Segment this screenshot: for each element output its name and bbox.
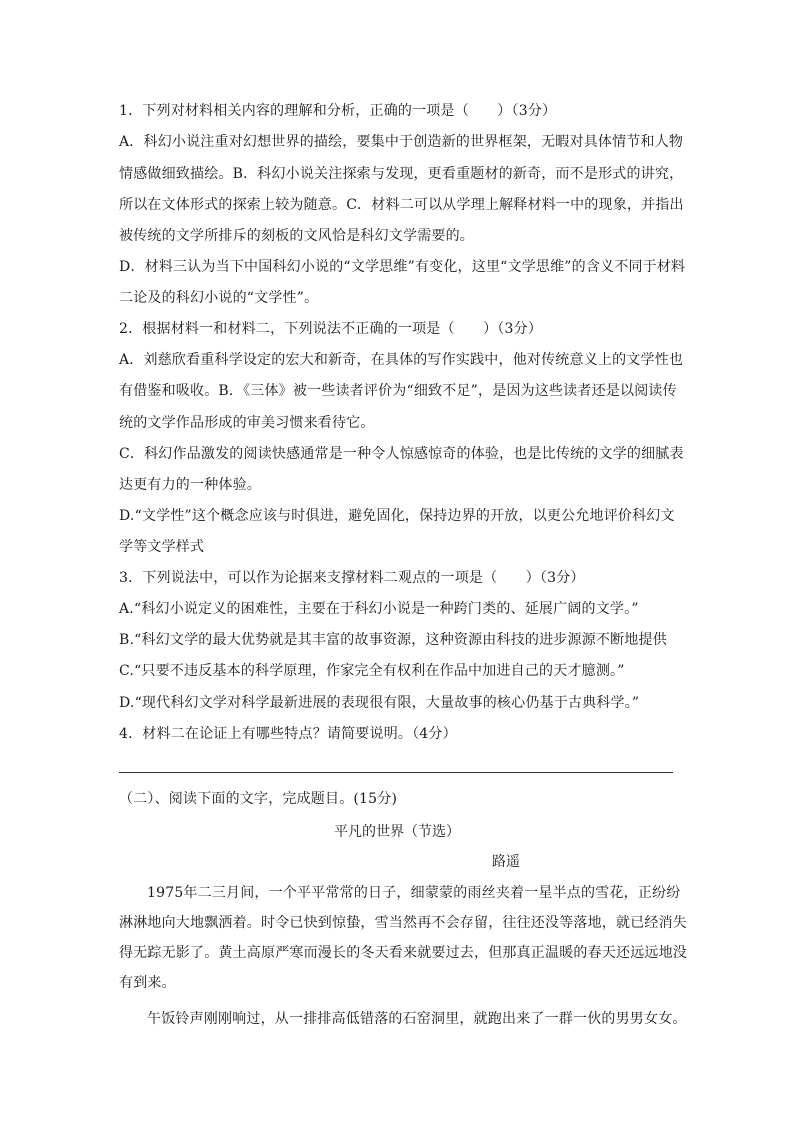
question-2-option-d-line-1: D.“文学性”这个概念应该与时俱进，避免固化，保持边界的开放，以更公允地评价科幻文 — [119, 508, 675, 524]
question-1-option-d-line-1: D．材料三认为当下中国科幻小说的“文学思维”有变化，这里“文学思维”的含义不同于材料 — [119, 259, 686, 275]
question-4-stem: 4．材料二在论证上有哪些特点？请简要说明。（4分） — [119, 726, 457, 742]
passage-paragraph-1-line-3: 得无踪无影了。黄土高原严寒而漫长的冬天看来就要过去，但那真正温暖的春天还远远地没 — [119, 945, 687, 961]
passage-paragraph-1-line-4: 有到来。 — [119, 975, 176, 991]
question-2-option-d-line-2: 学等文学样式 — [119, 539, 205, 555]
question-1-option-d-line-2: 二论及的科幻小说的“文学性”。 — [119, 290, 319, 306]
question-2-option-a-line-3: 统的文学作品形成的审美习惯来看待它。 — [119, 415, 375, 431]
question-3-option-c: C.“只要不违反基本的科学原理，作家完全有权利在作品中加进自己的天才臆测。” — [119, 663, 625, 679]
passage-title: 平凡的世界（节选） — [334, 824, 460, 840]
question-2-option-a-line-1: A．刘慈欣看重科学设定的宏大和新奇，在具体的写作实践中，他对传统意义上的文学性也 — [119, 352, 684, 368]
question-1-option-a-line-3: 所以在文体形式的探索上较为随意。C．材料二可以从学理上解释材料一中的现象，并指出 — [119, 197, 684, 213]
question-2-option-c-line-1: C．科幻作品激发的阅读快感通常是一种令人惊感惊奇的体验，也是比传统的文学的细腻表 — [119, 446, 684, 462]
section-two-heading: （二）、阅读下面的文字，完成题目。(15分) — [119, 791, 398, 807]
passage-paragraph-1-line-2: 淋淋地向大地飘洒着。时令已快到惊蛰，雪当然再不会存留，往往还没等落地，就已经消失 — [119, 915, 687, 931]
question-2-stem: 2．根据材料一和材料二，下列说法不正确的一项是（ ）（3分） — [119, 321, 543, 337]
question-2-option-c-line-2: 达更有力的一种体验。 — [119, 477, 261, 493]
question-3-option-a: A.“科幻小说定义的困难性，主要在于科幻小说是一种跨门类的、延展广阔的文学。” — [119, 601, 639, 617]
question-3-stem: 3．下列说法中，可以作为论据来支撑材料二观点的一项是（ ）（3分） — [119, 570, 585, 586]
passage-paragraph-1-line-1: 1975年二三月间，一个平平常常的日子，细蒙蒙的雨丝夹着一星半点的雪花，正纷纷 — [147, 885, 681, 901]
question-3-option-b: B.“科幻文学的最大优势就是其丰富的故事资源，这种资源由科技的进步源源不断地提供 — [119, 632, 667, 648]
passage-paragraph-2-line-1: 午饭铃声刚刚响过，从一排排高低错落的石窑洞里，就跑出来了一群一伙的男男女女。 — [147, 1011, 687, 1027]
question-1-option-a-line-2: 情感做细致描绘。B．科幻小说关注探索与发现，更看重题材的新奇，而不是形式的讲究， — [119, 166, 684, 182]
question-3-option-d: D.“现代科幻文学对科学最新进展的表现很有限，大量故事的核心仍基于古典科学。” — [119, 695, 640, 711]
question-1-option-a-line-4: 被传统的文学所排斥的刻板的文风恰是科幻文学需要的。 — [119, 228, 474, 244]
passage-author: 路遥 — [492, 854, 520, 870]
question-2-option-a-line-2: 有借鉴和吸收。B．《三体》被一些读者评价为“细致不足”，是因为这些读者还是以阅读传 — [119, 383, 677, 399]
question-1-stem: 1．下列对材料相关内容的理解和分析，正确的一项是（ ）（3分） — [119, 103, 557, 119]
section-divider — [119, 772, 673, 773]
question-1-option-a-line-1: A．科幻小说注重对幻想世界的描绘，要集中于创造新的世界框架，无暇对具体情节和人物 — [119, 134, 684, 150]
